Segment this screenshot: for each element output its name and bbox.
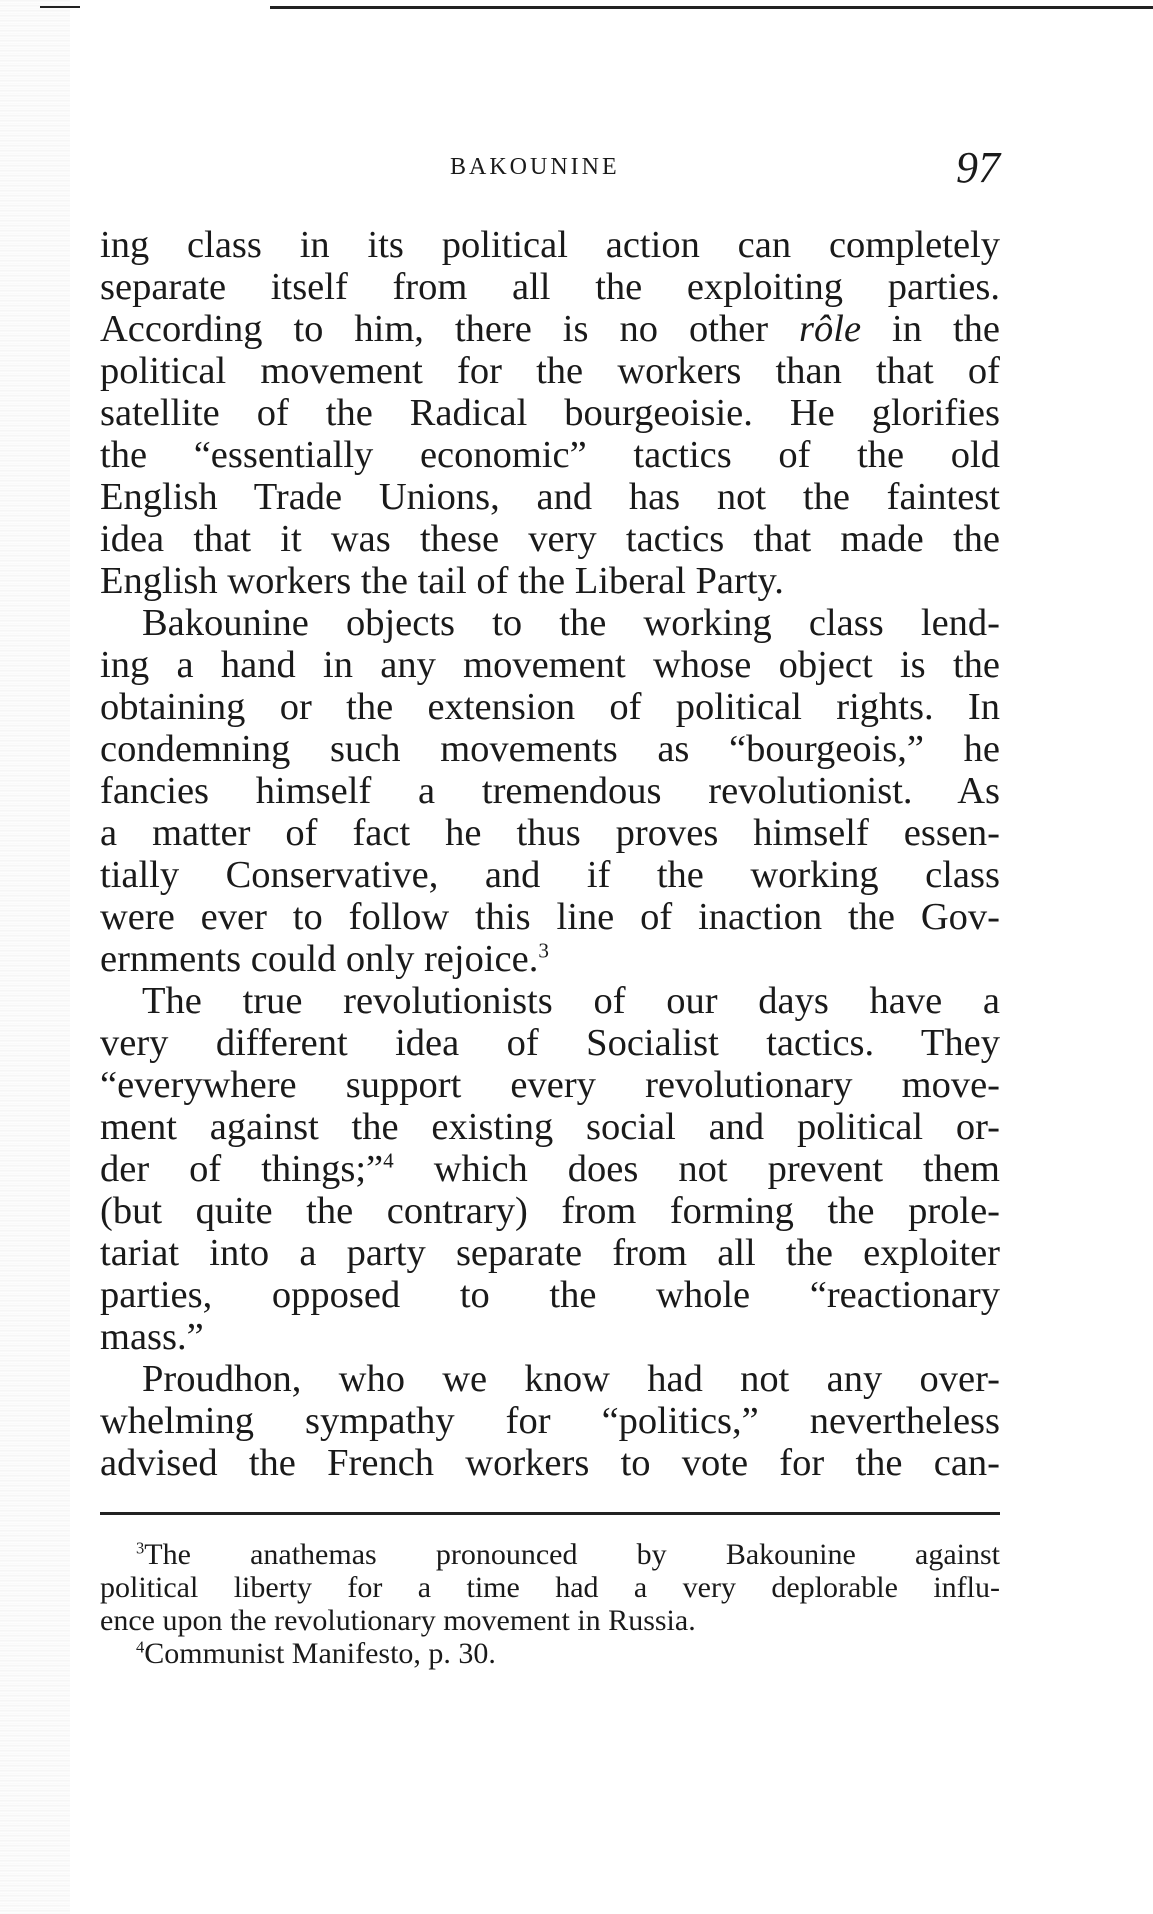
main-text	[100, 224, 1000, 1484]
text-line: condemning such movements as “bourgeois,” he	[100, 728, 1000, 770]
footnote-reference-3[interactable]: 3	[538, 938, 549, 963]
text-line: fancies himself a tremendous revolutionist. As	[100, 770, 1000, 812]
footnote-reference-4[interactable]: 4	[383, 1148, 394, 1173]
text-line: English workers the tail of the Liberal Party.	[100, 560, 784, 602]
text-line: ment against the existing social and political or-	[100, 1106, 1000, 1148]
running-head	[100, 143, 1000, 198]
text-line: very different idea of Socialist tactics. They	[100, 1022, 1000, 1064]
scan-edge-texture	[0, 0, 70, 1914]
text-line: a matter of fact he thus proves himself essen-	[100, 812, 1000, 854]
text-line	[100, 1148, 1000, 1190]
footnote-rule	[100, 1512, 1000, 1515]
top-rule	[270, 6, 1153, 9]
text-line: “everywhere support every revolutionary move-	[100, 1064, 1000, 1106]
footnote-line: ence upon the revolutionary movement in Russia.	[100, 1604, 696, 1637]
text-line	[100, 938, 1000, 980]
footnote-4	[100, 1637, 1000, 1670]
text-line: English Trade Unions, and has not the faintest	[100, 476, 1000, 518]
text-run: der of things;”	[100, 1148, 384, 1190]
footnote-marker-4: 4	[136, 1637, 145, 1657]
text-line: ing a hand in any movement whose object is the	[100, 644, 1000, 686]
text-run: According to him, there is no other	[100, 308, 800, 350]
text-line: The true revolutionists of our days have a	[142, 980, 1000, 1022]
text-line: parties, opposed to the whole “reactionary	[100, 1274, 1000, 1316]
text-line: ing class in its political action can completely	[100, 224, 1000, 266]
italic-word: rôle	[799, 308, 862, 350]
text-line: the “essentially economic” tactics of the old	[100, 434, 1000, 476]
footnotes	[100, 1538, 1000, 1670]
page-number: 97	[956, 143, 1000, 192]
footnote-line: political liberty for a time had a very deplorable influ-	[100, 1571, 1000, 1604]
text-line: obtaining or the extension of political rights. In	[100, 686, 1000, 728]
paragraph-4	[100, 1358, 1000, 1484]
text-line: mass.”	[100, 1316, 204, 1358]
running-title: BAKOUNINE	[450, 154, 620, 180]
text-line: advised the French workers to vote for the can-	[100, 1442, 1000, 1484]
footnote-3	[100, 1538, 1000, 1637]
text-run: in the	[861, 308, 1000, 350]
text-line: political movement for the workers than that of	[100, 350, 1000, 392]
text-line: were ever to follow this line of inaction the Gov-	[100, 896, 1000, 938]
text-run: ernments could only rejoice.	[100, 938, 539, 980]
text-line: separate itself from all the exploiting parties.	[100, 266, 1000, 308]
text-line: tariat into a party separate from all the exploiter	[100, 1232, 1000, 1274]
text-line: Proudhon, who we know had not any over-	[142, 1358, 1000, 1400]
footnote-line	[100, 1538, 1000, 1571]
text-run: Communist Manifesto, p. 30.	[144, 1637, 496, 1670]
text-line: satellite of the Radical bourgeoisie. He glorifies	[100, 392, 1000, 434]
text-line: Bakounine objects to the working class lend-	[142, 602, 1000, 644]
text-run: which does not prevent them	[393, 1148, 1000, 1190]
footnote-marker-3: 3	[136, 1538, 145, 1558]
text-line: tially Conservative, and if the working class	[100, 854, 1000, 896]
text-line: idea that it was these very tactics that made the	[100, 518, 1000, 560]
text-run: The anathemas pronounced by Bakounine against	[144, 1538, 1000, 1571]
paragraph-3	[100, 980, 1000, 1358]
text-line: whelming sympathy for “politics,” nevertheless	[100, 1400, 1000, 1442]
paragraph-1	[100, 224, 1000, 602]
text-line: (but quite the contrary) from forming the prole-	[100, 1190, 1000, 1232]
top-rule-short	[40, 6, 80, 8]
footnote-line	[100, 1637, 1000, 1670]
text-line	[100, 308, 1000, 350]
paragraph-2	[100, 602, 1000, 980]
